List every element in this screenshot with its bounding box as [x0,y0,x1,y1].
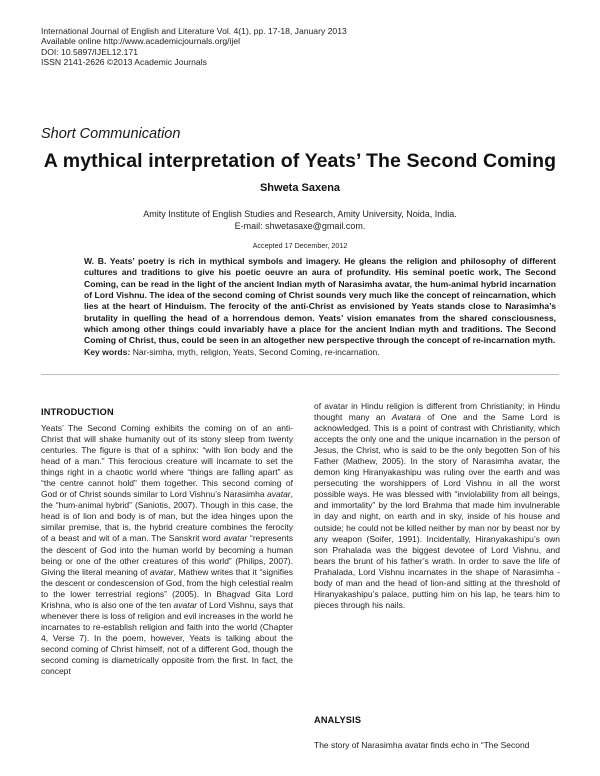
journal-issn: ISSN 2141-2626 ©2013 Academic Journals [41,57,207,68]
journal-doi: DOI: 10.5897/IJEL12.171 [41,46,138,57]
intro-emphasis: avatar [223,533,248,544]
journal-url: Available online http://www.academicjournals.org/ijel [41,36,241,47]
intro-text-run: Yeats’ The Second Coming exhibits the coming on of an anti- Christ that will shake humanity out of its stony sleep from twenty centuries. The figure is that of a sphinx: “with lion body and the head of a man.” This ferocious creature will incarnate to set the things right in a chaotic world where “things are falling apart” as “the centre cannot hold” them together. This second coming of God or of Christ sounds similar to Lord Vishnu’s Narasimha [41,423,293,500]
author-name: Shweta Saxena [259,182,341,194]
intro-text-run: of Lord Vishnu, says that whenever there is loss of religion and evil increases in the world he incarnates to re-establish religion and faith into the world (Chapter 4, Verse 7). In the poem, however, Yeats is talking about the second coming of Christ himself, not of a different God, though the second coming is diametrically opposite from the first. In fact, the concept [41,599,294,677]
analysis-heading: ANALYSIS [314,715,362,725]
intro-text-run: of One and the Same Lord is acknowledged. This is a point of contrast with Christianity, which accepts the only one and the unique incarnation in the person of Jesus, the Christ, who is said to be the only begotten Son of his Father (Mathew, 2005). In the story of Narasimha avatar, the demon king Hiranyakashipu was ruling over the earth and was persecuting the worshippers of Lord Vishnu in all the worst possible ways. He was blessed with “inviolability from all beings, and immortality” by the lord Brahma that made him invulnerable in day and night, on earth and in sky, inside of his house and outside; he could not be killed neither by man nor by beast nor by any weapon (Soifer, 1991). Incidentally, Hiranyakashipu’s own son Prahalada was the biggest devotee of Lord Vishnu, and bears the brunt of his father’s wrath. In order to save the life of Prahalada, Lord Vishnu incarnates in the shape of Narasimha -body of man and the head of lion-and sitting at the threshold of Hiranyakashipu’s palace, putting him on his lap, he tears him to pieces through his nails. [314,412,561,610]
keywords-label: Key words: [84,347,131,357]
affiliation-text: Amity Institute of English Studies and Research, Amity University, Noida, India. [143,209,457,219]
intro-emphasis: avatar [173,599,198,610]
intro-emphasis: avatar [267,489,291,500]
journal-citation: International Journal of English and Literature Vol. 4(1), pp. 17-18, January 2013 [41,26,347,36]
analysis-text: The story of Narasimha avatar finds echo in “The Second [314,740,530,750]
keywords-text: Nar-simha, myth, religion, Yeats, Second Coming, re-incarnation. [132,347,380,357]
intro-text-run: of avatar in Hindu religion is different from Christianity; in Hindu thought many an [314,401,560,423]
author-affiliation [0,208,600,232]
journal-info [41,26,347,68]
section-label: Short Communication [41,126,181,142]
introduction-text-left [41,423,293,677]
introduction-text-right [314,401,560,611]
author-email: E-mail: shwetasaxe@gmail.com. [234,221,366,231]
intro-emphasis: avatar [150,566,174,577]
keywords [84,347,556,357]
accepted-date: Accepted 17 December, 2012 [252,241,348,250]
intro-text-run: , the “hum-animal hybrid” (Saniotis, 2007). Though in this case, the head is of lion and body is of man, but the idea hinges upon the similar premise, that is, the hybrid creature combines the ferocity of a beast and wit of a man. The Sanskrit word [41,489,293,544]
introduction-heading: INTRODUCTION [41,407,114,417]
paper-title: A mythical interpretation of Yeats’ The Second Coming [43,150,557,172]
intro-text-run: “represents the descent of God into the human world by becoming a human being or one of the other creatures of this world” (Philips, 2007). Giving the literal meaning of [41,533,293,577]
intro-emphasis: Avatara [391,412,421,423]
section-divider [41,374,559,375]
intro-text-run: , Mathew writes that it “signifies the descent or condescension of God, from the high celestial realm to the lower terrestrial regions” (2005). In Bhagvad Gita Lord Krishna, who is also one of the ten [41,566,293,610]
abstract: W. B. Yeats’ poetry is rich in mythical symbols and imagery. He gleans the religion and philosophy of different cultures and traditions to give his poetic oeuvre an aura of profundity. His seminal poetic work, The Second Coming, can be read in the light of the ancient Indian myth of Narasimha avatar, the hum-animal hybrid incarnation of Lord Vishnu. The idea of the second coming of Christ sounds very much like the concept of reincarnation, which lies at the heart of Hinduism. The ferocity of the anti-Christ as envisioned by Yeats stands close to Narasimha’s brutality in quelling the head of a horrendous demon. Yeats’ vision emanates from the shared consciousness, which among other things could invariably have a place for the ancient Indian myth and traditions. The Second Coming of Christ, thus, could be seen in an altogether new perspective through the concept of re-incarnation myth. [84,256,556,346]
